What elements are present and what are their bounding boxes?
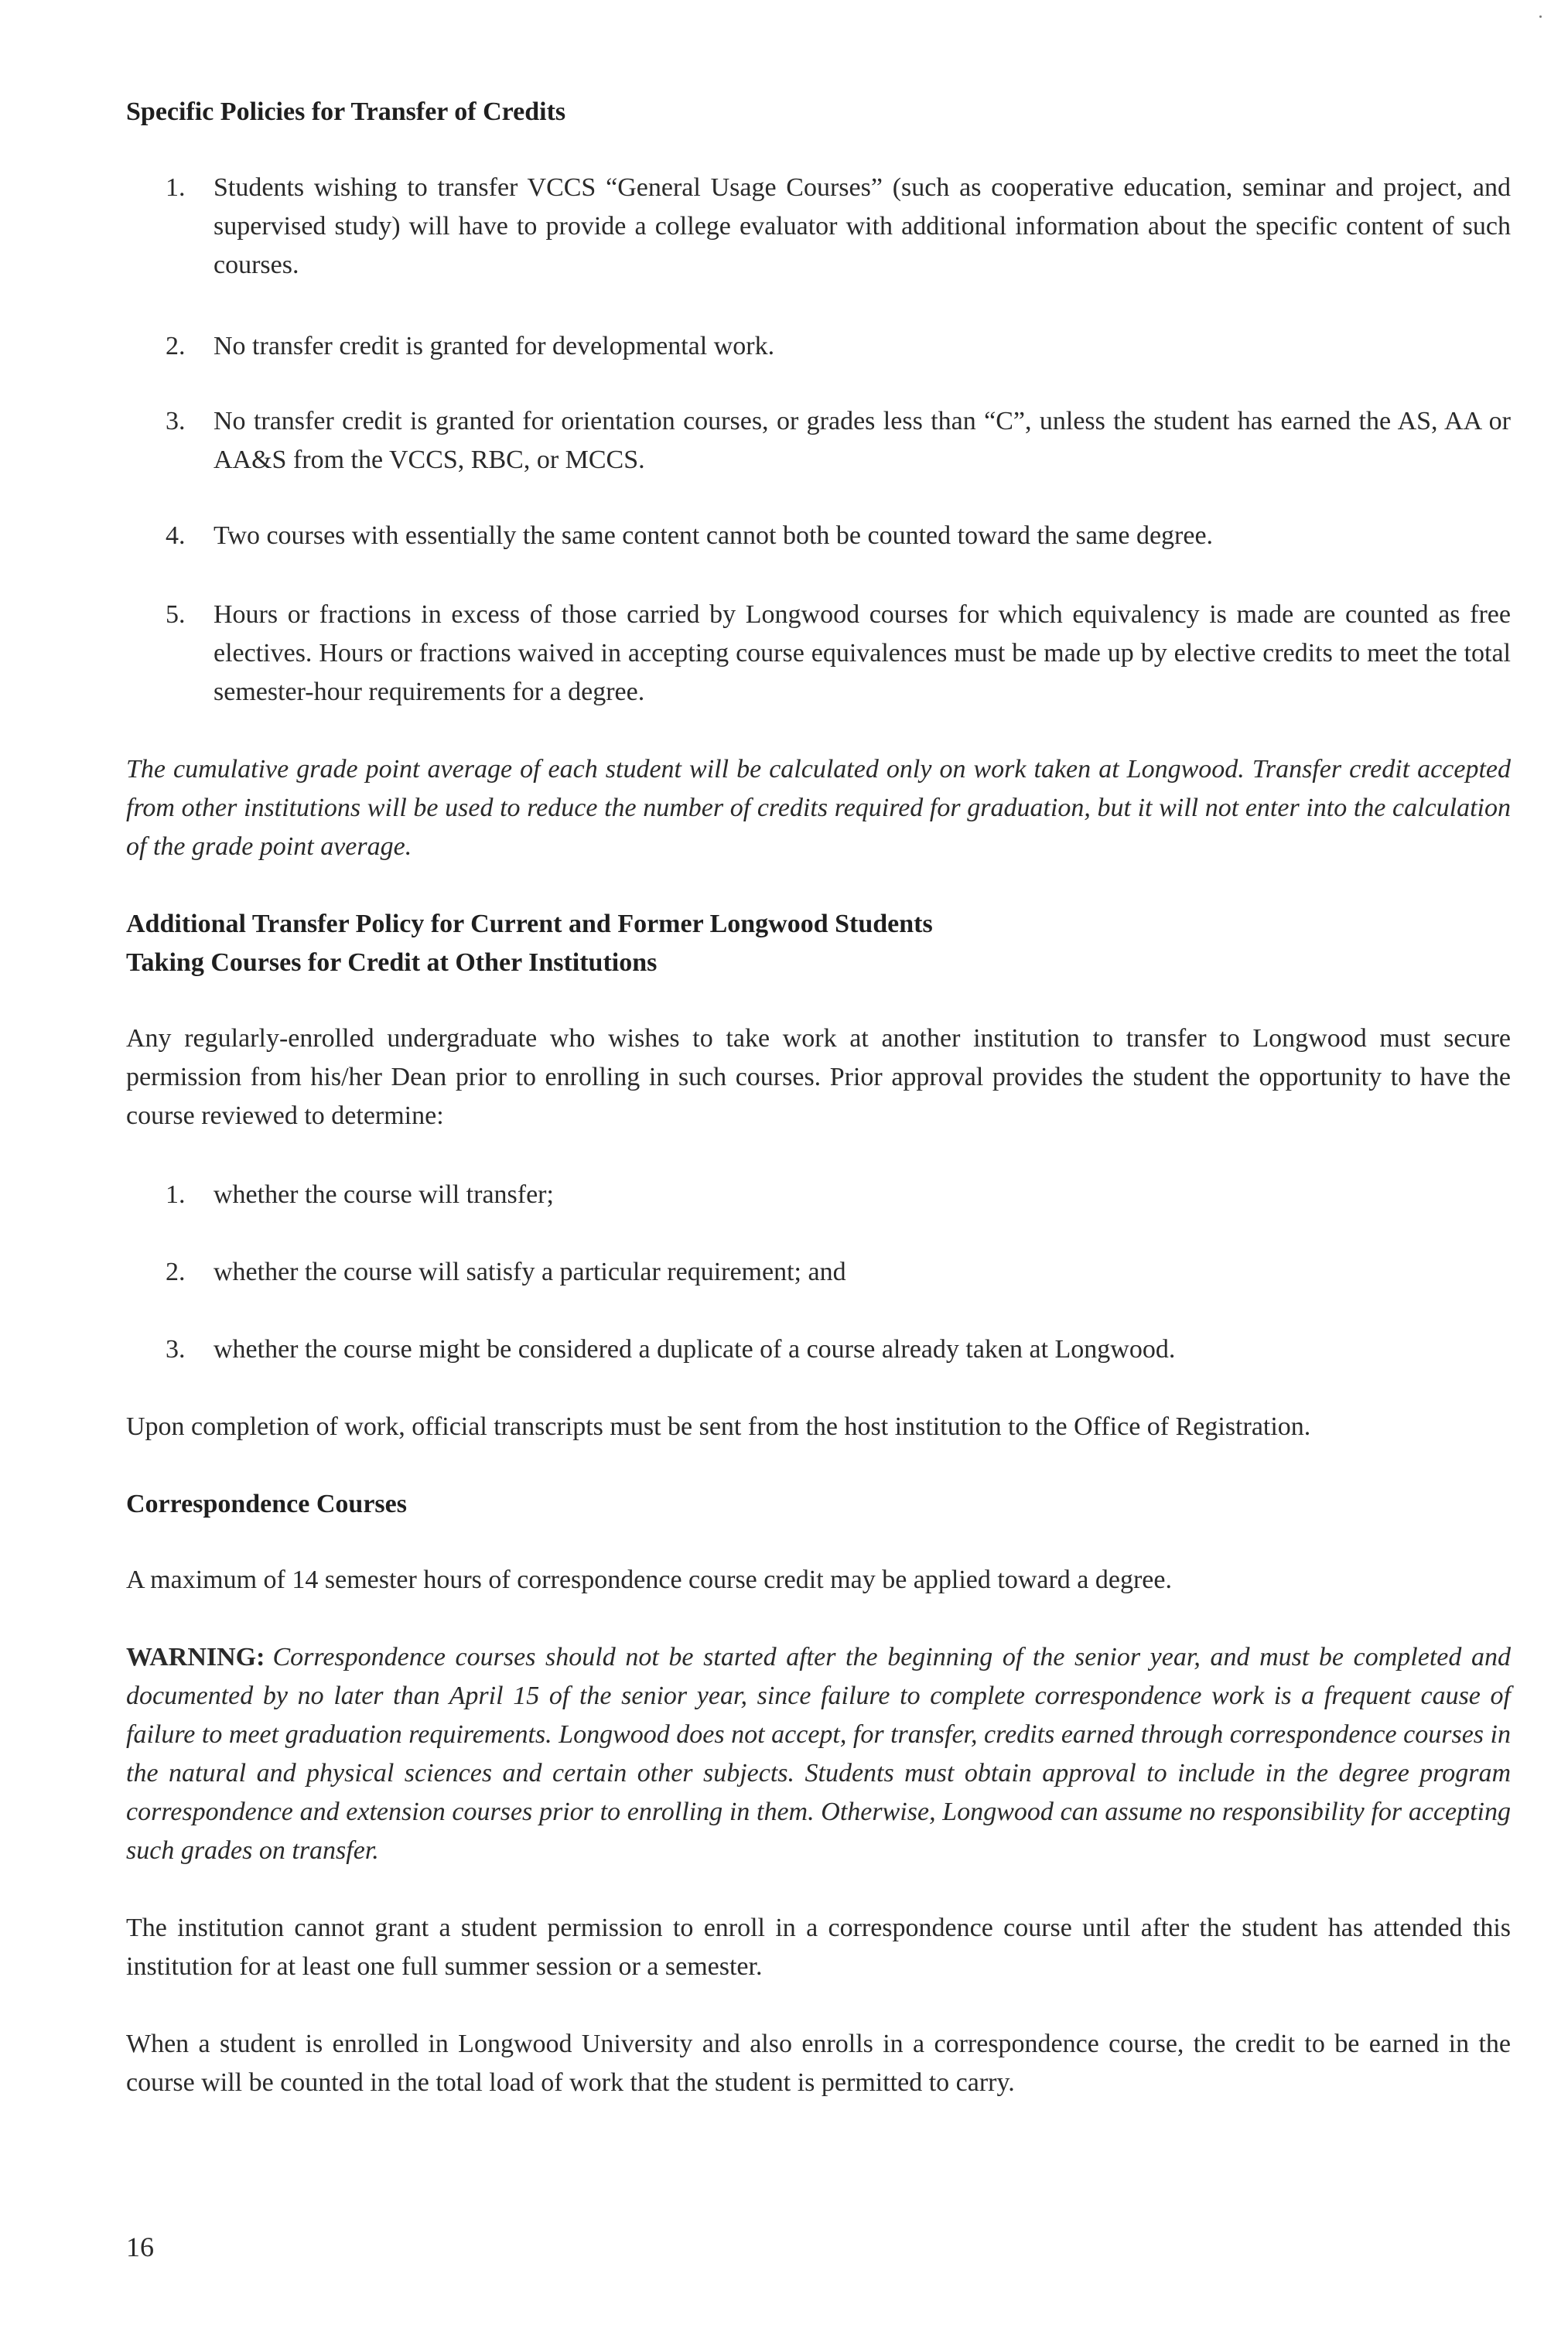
warning-text: Correspondence courses should not be started after the beginning of the senior year, and must be completed and documented by no later than April 15 of the senior year, since failure to complete correspondence work is a frequent cause of failure to meet graduation requirements. Longwood does not accept, for transfer, credits earned through correspondence courses in the natural and physical sciences and certain other subjects. Students must obtain approval to include in the degree program correspondence and extension courses prior to enrolling in them. Otherwise, Longwood can assume no responsibility for accepting such grades on transfer. <box>126 1643 1511 1865</box>
transcripts-paragraph: Upon completion of work, official transcripts must be sent from the host institution to the Office of Registration. <box>126 1412 1311 1441</box>
warning-paragraph <box>126 1638 1511 1870</box>
list-item <box>166 596 1511 712</box>
list-item-number: 4. <box>166 521 186 550</box>
list-item <box>166 1330 1511 1369</box>
max-hours-paragraph: A maximum of 14 semester hours of correspondence course credit may be applied toward a degree. <box>126 1566 1172 1594</box>
list-item-text: whether the course will transfer; <box>214 1180 554 1209</box>
section-heading-additional-policy-line1: Additional Transfer Policy for Current and Former Longwood Students <box>126 910 933 938</box>
list-item-number: 1. <box>166 1180 186 1209</box>
gpa-note: The cumulative grade point average of each student will be calculated only on work taken at Longwood. Transfer credit accepted from other institutions will be used to reduce the number of credits required for graduation, but it will not enter into the calculation of the grade point average. <box>126 755 1511 861</box>
list-item <box>166 327 1511 366</box>
list-item <box>166 1253 1511 1292</box>
list-item <box>166 1176 1511 1214</box>
list-item-text: No transfer credit is granted for orientation courses, or grades less than “C”, unless the student has earned the AS, AA or AA&S from the VCCS, RBC, or MCCS. <box>214 407 1511 474</box>
list-item-number: 1. <box>166 173 186 202</box>
list-item-number: 2. <box>166 332 186 360</box>
list-item-number: 5. <box>166 600 186 629</box>
list-item-text: Students wishing to transfer VCCS “General Usage Courses” (such as cooperative education, seminar and project, and supervised study) will have to provide a college evaluator with additional information about the specific content of such courses. <box>214 173 1511 279</box>
list-item-text: Two courses with essentially the same content cannot both be counted toward the same degree. <box>214 521 1214 550</box>
list-item-text: whether the course might be considered a duplicate of a course already taken at Longwood. <box>214 1335 1176 1364</box>
permission-paragraph: Any regularly-enrolled undergraduate who wishes to take work at another institution to transfer to Longwood must secure permission from his/her Dean prior to enrolling in such courses. Prior approval provides the student the opportunity to have the course reviewed to determine: <box>126 1024 1511 1130</box>
list-item <box>166 517 1511 555</box>
section-heading-additional-policy-line2: Taking Courses for Credit at Other Institutions <box>126 948 658 977</box>
section-heading-transfer-policies: Specific Policies for Transfer of Credits <box>126 97 566 126</box>
list-item-text: whether the course will satisfy a particular requirement; and <box>214 1258 846 1286</box>
list-item-number: 3. <box>166 407 186 435</box>
course-load-paragraph: When a student is enrolled in Longwood University and also enrolls in a correspondence course, the credit to be earned in the course will be counted in the total load of work that the student is permitted to carry. <box>126 2030 1511 2097</box>
page-number: 16 <box>126 2231 154 2262</box>
list-item <box>166 402 1511 480</box>
list-item-number: 2. <box>166 1258 186 1286</box>
list-item-text: No transfer credit is granted for developmental work. <box>214 332 775 360</box>
list-item-number: 3. <box>166 1335 186 1364</box>
section-heading-correspondence-courses: Correspondence Courses <box>126 1490 407 1518</box>
scan-mark <box>1539 15 1542 18</box>
warning-label: WARNING: <box>126 1643 265 1671</box>
enrollment-permission-paragraph: The institution cannot grant a student permission to enroll in a correspondence course until after the student has attended this institution for at least one full summer session or a semester. <box>126 1914 1511 1981</box>
list-item <box>166 169 1511 285</box>
list-item-text: Hours or fractions in excess of those carried by Longwood courses for which equivalency is made are counted as free electives. Hours or fractions waived in accepting course equivalences must be made up by elective credits to meet the total semester-hour requirements for a degree. <box>214 600 1511 706</box>
